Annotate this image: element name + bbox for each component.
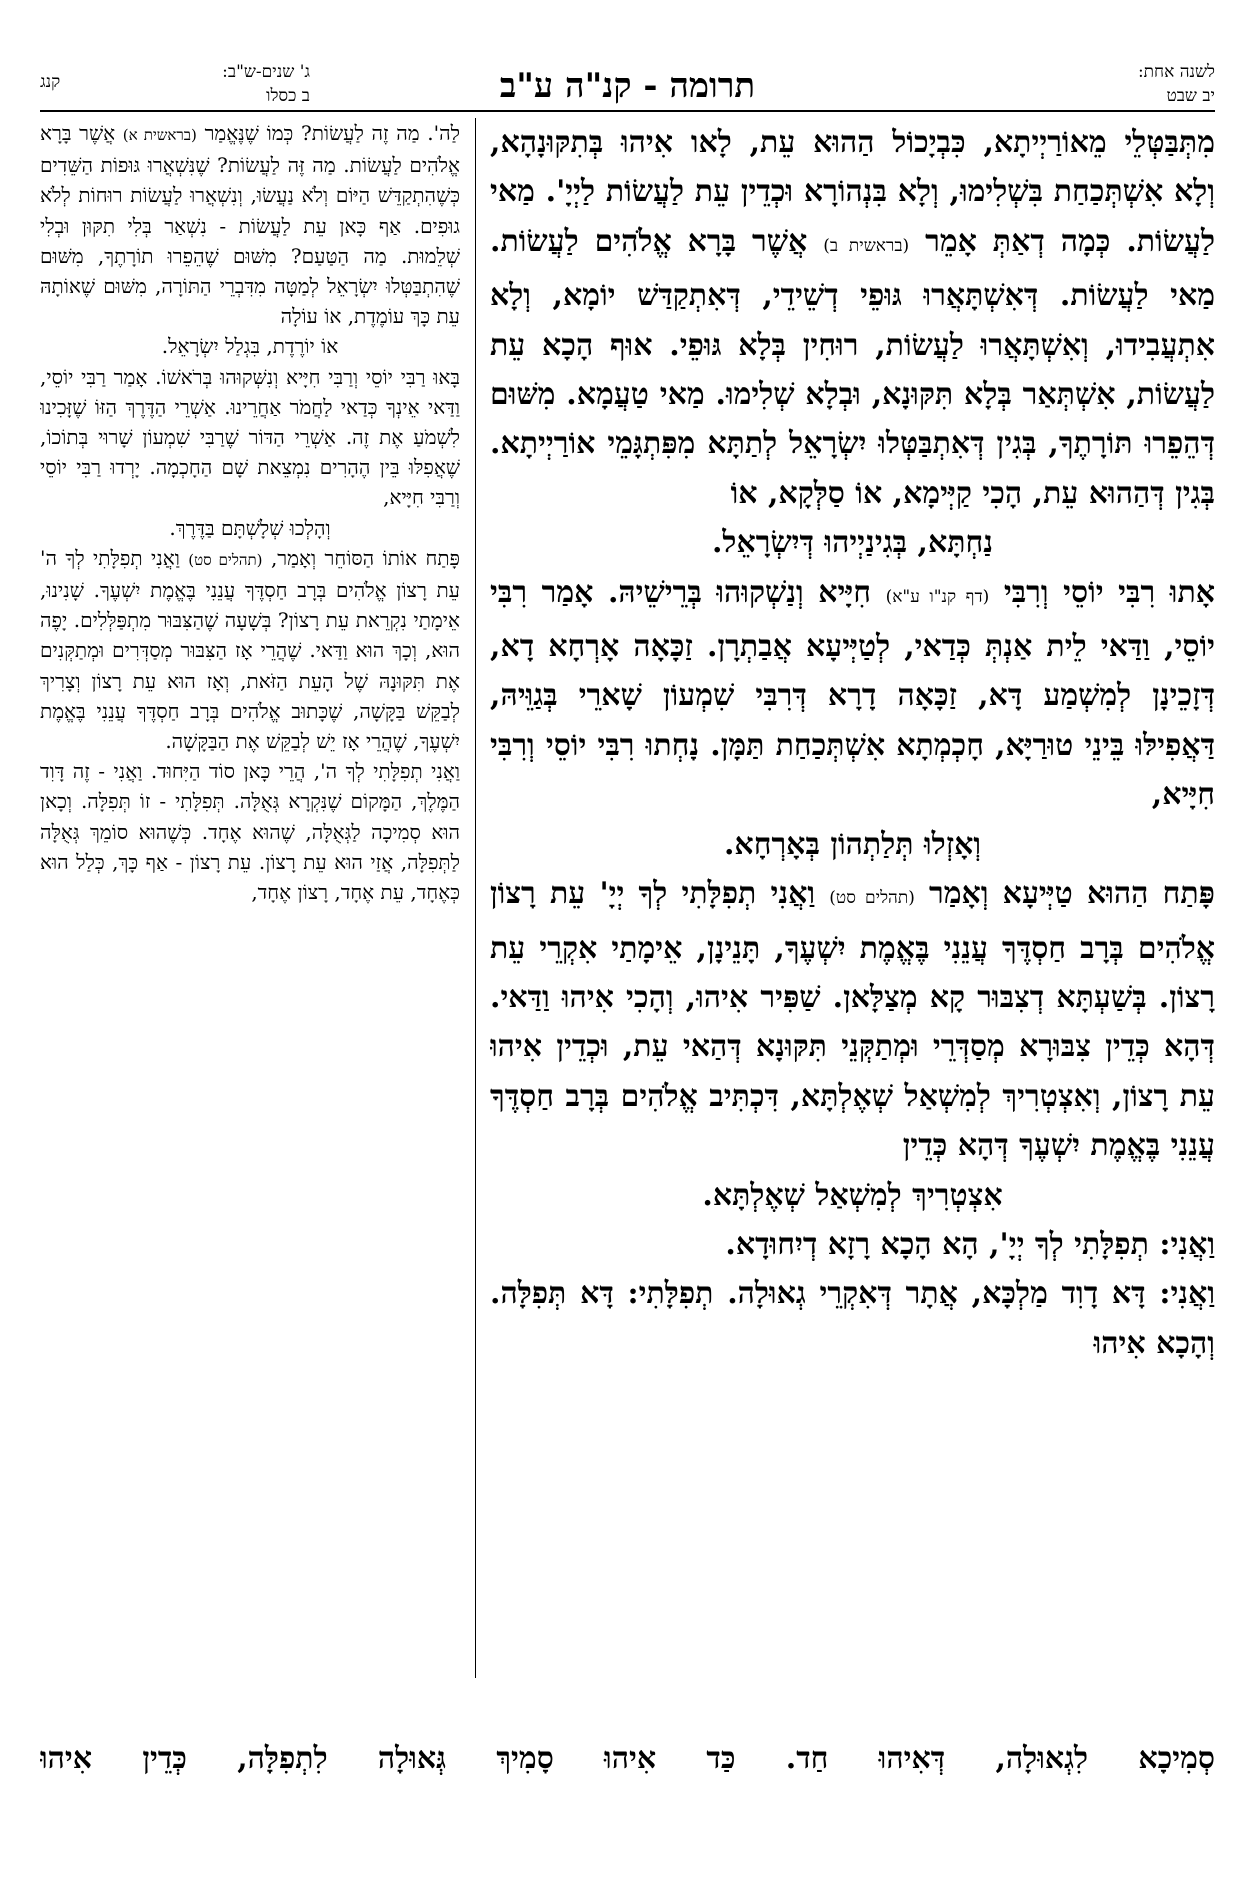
main-text-column	[490, 118, 1215, 1730]
main-paragraph-2-continuation: חִיָּיא וְנַשְׁקוּהוּ בְּרֵישֵׁיהּ. אָמַר רִבִּי יוֹסֵי, וַדַּאי לֵית אַנְתְּ כְּדַאי, לְטַיְּיעָא אֲבַתְרָן. זַכָּאָה אָרְחָא דָא, דְּזָכֵינָן לְמִשְׁמַע דָּא, זַכָּאָה דָרָא דְּרִבִּי שִׁמְעוֹן שָׁארֵי בְּגַוֵּיהּ, דַּאֲפִילּוּ בֵּינֵי טוּרַיָּא, חָכְמְתָא אִשְׁתְּכַחַת תַּמָּן. נָחְתוּ רִבִּי יוֹסֵי וְרִבִּי חִיָּיא,	[490, 574, 1215, 813]
scripture-reference: (בראשית ב)	[823, 235, 910, 256]
main-paragraph-3-text: פָּתַח הַהוּא טַיְּיעָא וְאָמַר	[929, 876, 1215, 912]
main-paragraph-2	[490, 568, 1215, 820]
main-paragraph-2-end: וְאָזְלוּ תְּלַתְהוֹן בְּאָרְחָא.	[723, 826, 982, 862]
translation-paragraph-1-text: לַה'. מַה זֶה לַעֲשׂוֹת? כְּמוֹ שֶׁנֶּאֱמַר	[204, 121, 460, 145]
translation-paragraph-2-end: וְהָלְכוּ שְׁלָשְׁתָּם בַּדֶּרֶךְ.	[169, 515, 331, 540]
page-header	[40, 52, 1215, 112]
main-paragraph-3-end: אִצְטְרִיךְ לְמִשְׁאַל שְׁאֶלְתָּא.	[702, 1177, 1003, 1213]
scripture-reference: (תהלים סט)	[188, 550, 263, 569]
translation-paragraph-3-text: פָּתַח אוֹתוֹ הַסּוֹחֵר וְאָמַר,	[270, 545, 460, 570]
main-paragraph-5: וַאֲנִי: דָּא דָוִד מַלְכָּא, אֲתָר דְּאִקְרֵי גְאוּלָה. תְפִלָּתִי: דָּא תְּפִלָּה. וְהָכָא אִיהוּ	[490, 1276, 1215, 1361]
translation-paragraph-1-end: אוֹ יוֹרֶדֶת, בִּגְלַל יִשְׂרָאֵל.	[161, 334, 339, 359]
translation-paragraph-3-continuation: וַאֲנִי תְפִלָּתִי לְךָ ה' עֵת רָצוֹן אֱלֹהִים בְּרָב חַסְדֶּךָ עֲנֵנִי בֶּאֱמֶת יִשְׁעֶךָ. שָׁנִינוּ, אֵימָתַי נִקְרֵאת עֵת רָצוֹן? בְּשָׁעָה שֶׁהַצִּבּוּר מִתְפַּלְּלִים. יָפֶה הוּא, וְכָךְ הוּא וַדַּאי. שֶׁהֲרֵי אָז הַצִּבּוּר מְסַדְּרִים וּמְתַקְּנִים אֶת תִּקּוּנָהּ שֶׁל הָעֵת הַזֹּאת, וְאָז הוּא עֵת רָצוֹן וְצָרִיךְ לְבַקֵּשׁ בַּקָּשָׁה, שֶׁכָּתוּב אֱלֹהִים בְּרָב חַסְדֶּךָ עֲנֵנִי בֶּאֱמֶת יִשְׁעֶךָ, שֶׁהֲרֵי אָז יֵשׁ לְבַקֵּשׁ אֶת הַבַּקָּשָׁה.	[40, 545, 460, 754]
main-text-final-line: סְמִיכָא לִגְאוּלָה, דְּאִיהוּ חַד. כַּד אִיהוּ סָמִיךְ גְּאוּלָה לִתְפִלָּה, כְּדֵין אִיהוּ	[40, 1741, 1215, 1776]
translation-paragraph-1	[40, 118, 460, 331]
translation-paragraph-3	[40, 543, 460, 756]
main-paragraph-2-text: אָתוּ רִבִּי יוֹסֵי וְרִבִּי	[1003, 574, 1215, 610]
schedule-one-year-line1: לשנה אחת:	[1137, 62, 1215, 82]
schedule-three-years-line2: ב כסלו	[266, 86, 310, 106]
main-paragraph-1	[490, 118, 1215, 518]
main-paragraph-3-continuation: וַאֲנִי תְפִלָּתִי לְךָ יְיָ' עֵת רָצוֹן אֱלֹהִים בְּרָב חַסְדֶּךָ עֲנֵנִי בֶּאֱמֶת יִשְׁעֶךָ, תָּנֵינָן, אֵימָתַי אִקְרֵי עֵת רָצוֹן. בְּשַׁעְתָּא דְצִבּוּר קָא מְצַלָּאן. שַׁפִּיר אִיהוּ, וְהָכִי אִיהוּ וַדַּאי. דְּהָא כְּדֵין צִבּוּרָא מְסַדְּרֵי וּמְתַקְּנֵי תִּקּוּנָא דְּהַאי עֵת, וּכְדֵין אִיהוּ עֵת רָצוֹן, וְאִצְטְרִיךְ לְמִשְׁאַל שְׁאֶלְתָּא, דִּכְתִּיב אֱלֹהִים בְּרָב חַסְדֶּךָ עֲנֵנִי בֶּאֱמֶת יִשְׁעֶךָ דְּהָא כְּדֵין	[490, 876, 1215, 1164]
translation-paragraph-1-continuation: אֲשֶׁר בָּרָא אֱלֹהִים לַעֲשׂוֹת. מַה זֶּה לַעֲשׂוֹת? שֶׁנִּשְׁאֲרוּ גּוּפוֹת הַשֵּׁדִים כְּשֶׁהִתְקַדֵּשׁ הַיּוֹם וְלֹא נַעֲשׂוּ, וְנִשְׁאֲרוּ לַעֲשׂוֹת רוּחוֹת לְלֹא גוּפִים. אַף כָּאן עֵת לַעֲשׂוֹת - נִשְׁאַר בְּלִי תִקּוּן וּבְלִי שְׁלֵמוּת. מַה הַטַּעַם? מִשּׁוּם שֶׁהֵפֵרוּ תוֹרָתֶךָ, מִשּׁוּם שֶׁהִתְבַּטְּלוּ יִשְׂרָאֵל לְמַטָּה מִדִּבְרֵי הַתּוֹרָה, מִשּׁוּם שֶׁאוֹתָהּ עֵת כָּךְ עוֹמֶדֶת, אוֹ עוֹלָה	[40, 121, 460, 329]
scripture-reference: (בראשית א)	[122, 126, 197, 144]
translation-paragraph-2: בָּאוּ רַבִּי יוֹסֵי וְרַבִּי חִיָּיא וְנִשְּׁקוּהוּ בְּרֹאשׁוֹ. אָמַר רַבִּי יוֹסֵי, וַדַּאי אֵינְךָ כְּדַאי לַחֲמֹר אַחֲרֵינוּ. אַשְׁרֵי הַדֶּרֶךְ הַזּוֹ שֶׁזָּכִינוּ לִשְׁמֹעַ אֶת זֶה. אַשְׁרֵי הַדּוֹר שֶׁרַבִּי שִׁמְעוֹן שָׁרוּי בְּתוֹכוֹ, שֶׁאֲפִלּוּ בֵּין הֶהָרִים נִמְצֵאת שָׁם הַחָכְמָה. יָרְדוּ רַבִּי יוֹסֵי וְרַבִּי חִיָּיא,	[40, 364, 460, 510]
scripture-reference: (תהלים סט)	[829, 888, 915, 909]
page-number: קנג	[40, 72, 61, 92]
main-paragraph-1-text: מִתְּבַּטְּלֵי מֵאוֹרַיְיתָא, כִּבְיָכוֹל הַהוּא עֵת, לָאו אִיהוּ בְּתִקּוּנָהָא, וְלָא אִשְׁתְּכַחַת בִּשְׁלִימוּ, וְלָא בִּנְהוֹרָא וּכְדֵין עֵת לַעֲשׂוֹת לַיְיָ'. מַאי לַעֲשׂוֹת. כְּמָה דְאַתְּ אָמֵר	[490, 125, 1215, 259]
folio-reference: (דף קנ"ו ע"א)	[885, 586, 990, 607]
page-title: תרומה - קנ"ה ע"ב	[499, 66, 756, 106]
main-paragraph-1-continuation: אֲשֶׁר בָּרָא אֱלֹהִים לַעֲשׂוֹת. מַאי לַעֲשׂוֹת. דְּאִשְׁתָּאֲרוּ גּוּפֵי דְשֵׁידֵי, דְּאִתְקַדַּשׁ יוֹמָא, וְלָא אִתְעֲבִידוּ, וְאִשְׁתָּאֲרוּ לַעֲשׂוֹת, רוּחִין בְּלָא גּוּפֵי. אוּף הָכָא עֵת לַעֲשׂוֹת, אִשְׁתְּאַר בְּלָא תִּקּוּנָא, וּבְלָא שְׁלִימוּ. מַאי טַעֲמָא. מִשּׁוּם דְּהֵפֵרוּ תּוֹרָתֶךָ, בְּגִין דְּאִתְבַּטְּלוּ יִשְׂרָאֵל לְתַתָּא מִפִּתְגָּמֵי אוֹרַיְיתָא. בְּגִין דְּהַהוּא עֵת, הָכִי קַיְּימָא, אוֹ סַלְּקָא, אוֹ	[490, 223, 1215, 511]
schedule-three-years-line1: ג' שנים-ש"ב:	[222, 62, 310, 82]
schedule-one-year-line2: יב שבט	[1166, 86, 1215, 106]
header-divider	[40, 110, 1215, 112]
main-paragraph-1-end: נַחְתָּא, בְּגִינַיְיהוּ דְּיִשְׂרָאֵל.	[711, 525, 994, 561]
translation-column	[40, 118, 460, 1678]
main-paragraph-4: וַאֲנִי: תְפִלָּתִי לְךָ יְיָ', הָא הָכָא רָזָא דְיִחוּדָא.	[725, 1226, 1215, 1262]
schedule-one-year	[1040, 60, 1215, 108]
main-paragraph-3	[490, 869, 1215, 1170]
translation-paragraph-4: וַאֲנִי תְפִלָּתִי לְךָ ה', הֲרֵי כָּאן סוֹד הַיִּחוּד. וַאֲנִי - זֶה דָּוִד הַמֶּלֶךְ, הַמָּקוֹם שֶׁנִּקְרָא גְּאֻלָּה. תְּפִלָּתִי - זוֹ תְּפִלָּה. וְכָאן הוּא סְמִיכָה לַגְּאֻלָּה, שֶׁהוּא אֶחָד. כְּשֶׁהוּא סוֹמֵךְ גְּאֻלָּה לַתְּפִלָּה, אֲזַי הוּא עֵת רָצוֹן. עֵת רָצוֹן - אַף כָּךְ, כְּלַל הוּא כְּאֶחָד, עֵת אֶחָד, רָצוֹן אֶחָד,	[40, 759, 460, 905]
column-divider	[475, 118, 476, 1678]
